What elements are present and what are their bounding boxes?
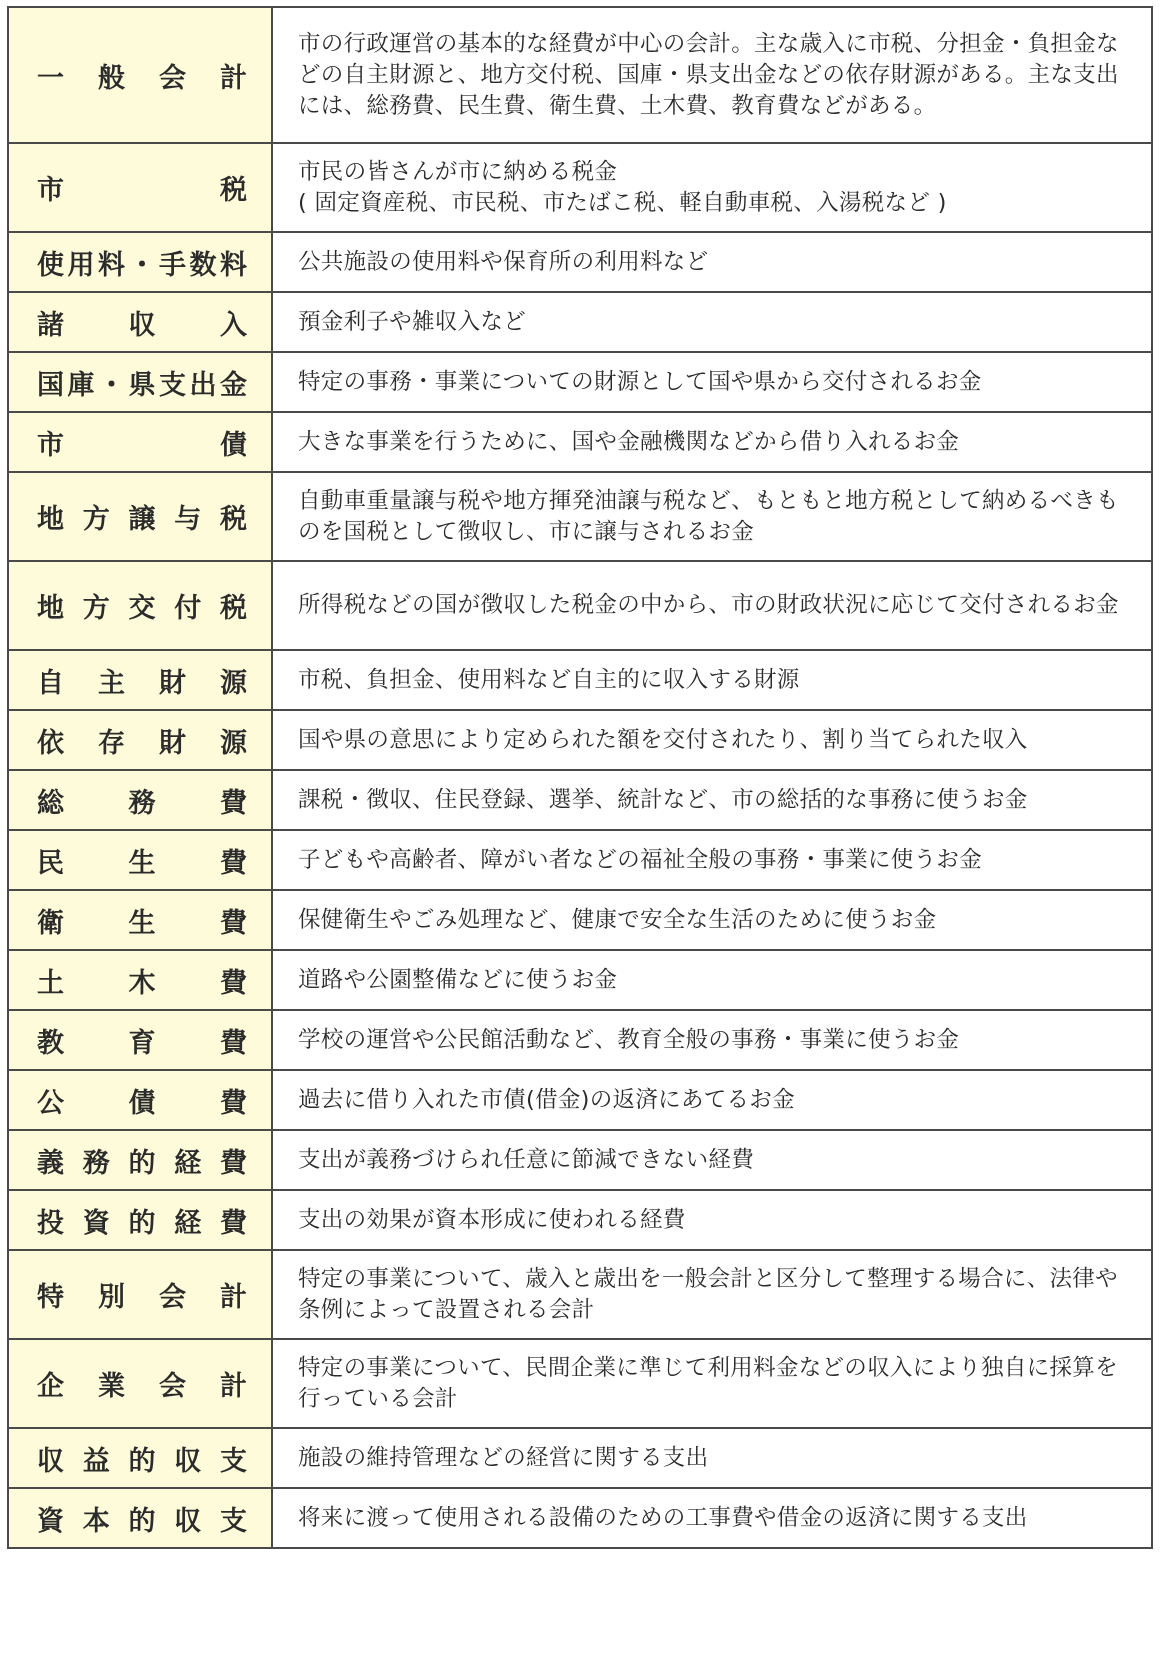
term-description: 特定の事務・事業についての財源として国や県から交付されるお金 (298, 368, 982, 395)
description-cell (272, 1010, 1152, 1070)
term-cell (8, 232, 272, 292)
glossary-row (8, 1070, 1152, 1130)
term-label: 諸 収 入 (37, 309, 247, 341)
description-cell (272, 950, 1152, 1010)
term-cell (8, 890, 272, 950)
term-description: 所得税などの国が徴収した税金の中から、市の財政状況に応じて交付されるお金 (298, 592, 1119, 618)
term-cell (8, 412, 272, 472)
glossary-row (8, 770, 1152, 830)
term-label: 衛 生 費 (37, 907, 247, 939)
term-description: 市税、負担金、使用料など自主的に収入する財源 (298, 666, 800, 693)
description-cell (272, 710, 1152, 770)
term-label: 公 債 費 (37, 1087, 247, 1119)
description-cell (272, 7, 1152, 143)
term-label: 地 方 交 付 税 (37, 593, 247, 624)
term-label: 市 債 (37, 429, 247, 461)
term-label: 収 益 的 収 支 (37, 1445, 247, 1477)
description-cell (272, 1488, 1152, 1548)
description-cell (272, 650, 1152, 710)
term-label: 民 生 費 (37, 847, 247, 879)
term-label: 企 業 会 計 (37, 1371, 247, 1402)
glossary-row (8, 1250, 1152, 1339)
term-cell (8, 561, 272, 650)
glossary-row (8, 232, 1152, 292)
glossary-row (8, 7, 1152, 143)
term-cell (8, 472, 272, 561)
description-cell (272, 1428, 1152, 1488)
term-description: 支出が義務づけられ任意に節減できない経費 (298, 1146, 755, 1173)
term-description: 保健衛生やごみ処理など、健康で安全な生活のために使うお金 (298, 906, 937, 933)
term-label: 一 般 会 計 (37, 62, 247, 94)
term-label: 投 資 的 経 費 (37, 1207, 247, 1239)
term-cell (8, 1488, 272, 1548)
description-cell (272, 890, 1152, 950)
term-description: 特定の事業について、歳入と歳出を一般会計と区分して整理する場合に、法律や条例によって設置される会計 (298, 1265, 1118, 1323)
glossary-row (8, 1010, 1152, 1070)
term-label: 自 主 財 源 (37, 667, 247, 699)
term-cell (8, 710, 272, 770)
glossary-row (8, 561, 1152, 650)
glossary-row (8, 1190, 1152, 1250)
description-cell (272, 232, 1152, 292)
description-cell (272, 1250, 1152, 1339)
term-cell (8, 352, 272, 412)
glossary-row (8, 1339, 1152, 1428)
description-cell (272, 1190, 1152, 1250)
description-cell (272, 143, 1152, 232)
glossary-row (8, 830, 1152, 890)
term-cell (8, 1190, 272, 1250)
term-description: 市の行政運営の基本的な経費が中心の会計。主な歳入に市税、分担金・負担金などの自主財源と、地方交付税、国庫・県支出金などの依存財源がある。主な支出には、総務費、民生費、衛生費、土木費、教育費などがある。 (298, 30, 1119, 119)
description-cell (272, 292, 1152, 352)
glossary-row (8, 1488, 1152, 1548)
term-cell (8, 292, 272, 352)
glossary-row (8, 710, 1152, 770)
glossary-row (8, 352, 1152, 412)
description-cell (272, 830, 1152, 890)
term-label: 国庫・県支出金 (37, 369, 247, 401)
term-cell (8, 770, 272, 830)
term-description: 市民の皆さんが市に納める税金 ( 固定資産税、市民税、市たばこ税、軽自動車税、入湯税など ) (298, 158, 947, 216)
term-description: 学校の運営や公民館活動など、教育全般の事務・事業に使うお金 (298, 1026, 960, 1053)
term-cell (8, 1428, 272, 1488)
term-description: 公共施設の使用料や保育所の利用料など (298, 248, 709, 275)
term-description: 預金利子や雑収入など (298, 308, 527, 335)
glossary-row (8, 890, 1152, 950)
term-cell (8, 950, 272, 1010)
term-description: 過去に借り入れた市債(借金)の返済にあてるお金 (298, 1086, 795, 1113)
glossary-row (8, 412, 1152, 472)
term-label: 土 木 費 (37, 967, 247, 999)
description-cell (272, 1130, 1152, 1190)
term-label: 地 方 譲 与 税 (37, 504, 247, 535)
description-cell (272, 412, 1152, 472)
glossary-row (8, 143, 1152, 232)
term-label: 義 務 的 経 費 (37, 1147, 247, 1179)
description-cell (272, 472, 1152, 561)
term-cell (8, 830, 272, 890)
description-cell (272, 1339, 1152, 1428)
term-label: 資 本 的 収 支 (37, 1505, 247, 1537)
term-label: 総 務 費 (37, 787, 247, 819)
term-cell (8, 1250, 272, 1339)
term-description: 特定の事業について、民間企業に準じて利用料金などの収入により独自に採算を行っている会計 (298, 1354, 1118, 1412)
term-cell (8, 143, 272, 232)
term-cell (8, 1339, 272, 1428)
glossary-row (8, 950, 1152, 1010)
term-description: 大きな事業を行うために、国や金融機関などから借り入れるお金 (298, 428, 960, 455)
term-description: 将来に渡って使用される設備のための工事費や借金の返済に関する支出 (298, 1504, 1028, 1531)
glossary-row (8, 650, 1152, 710)
description-cell (272, 770, 1152, 830)
term-cell (8, 7, 272, 143)
glossary-row (8, 1130, 1152, 1190)
glossary-table (7, 6, 1153, 1549)
glossary-row (8, 472, 1152, 561)
glossary-row (8, 1428, 1152, 1488)
term-cell (8, 1130, 272, 1190)
term-description: 道路や公園整備などに使うお金 (298, 966, 618, 993)
description-cell (272, 561, 1152, 650)
term-description: 支出の効果が資本形成に使われる経費 (298, 1206, 686, 1233)
term-cell (8, 1010, 272, 1070)
term-label: 依 存 財 源 (37, 727, 247, 759)
term-label: 使用料・手数料 (37, 249, 247, 281)
term-description: 課税・徴収、住民登録、選挙、統計など、市の総括的な事務に使うお金 (298, 786, 1028, 813)
glossary-row (8, 292, 1152, 352)
term-description: 施設の維持管理などの経営に関する支出 (298, 1444, 709, 1471)
description-cell (272, 1070, 1152, 1130)
term-description: 自動車重量譲与税や地方揮発油譲与税など、もともと地方税として納めるべきものを国税として徴収し、市に譲与されるお金 (298, 487, 1119, 545)
term-cell (8, 1070, 272, 1130)
term-cell (8, 650, 272, 710)
description-cell (272, 352, 1152, 412)
term-description: 国や県の意思により定められた額を交付されたり、割り当てられた収入 (298, 726, 1028, 753)
term-label: 特 別 会 計 (37, 1282, 247, 1313)
term-description: 子どもや高齢者、障がい者などの福祉全般の事務・事業に使うお金 (298, 846, 983, 873)
term-label: 教 育 費 (37, 1027, 247, 1059)
term-label: 市 税 (37, 175, 247, 206)
